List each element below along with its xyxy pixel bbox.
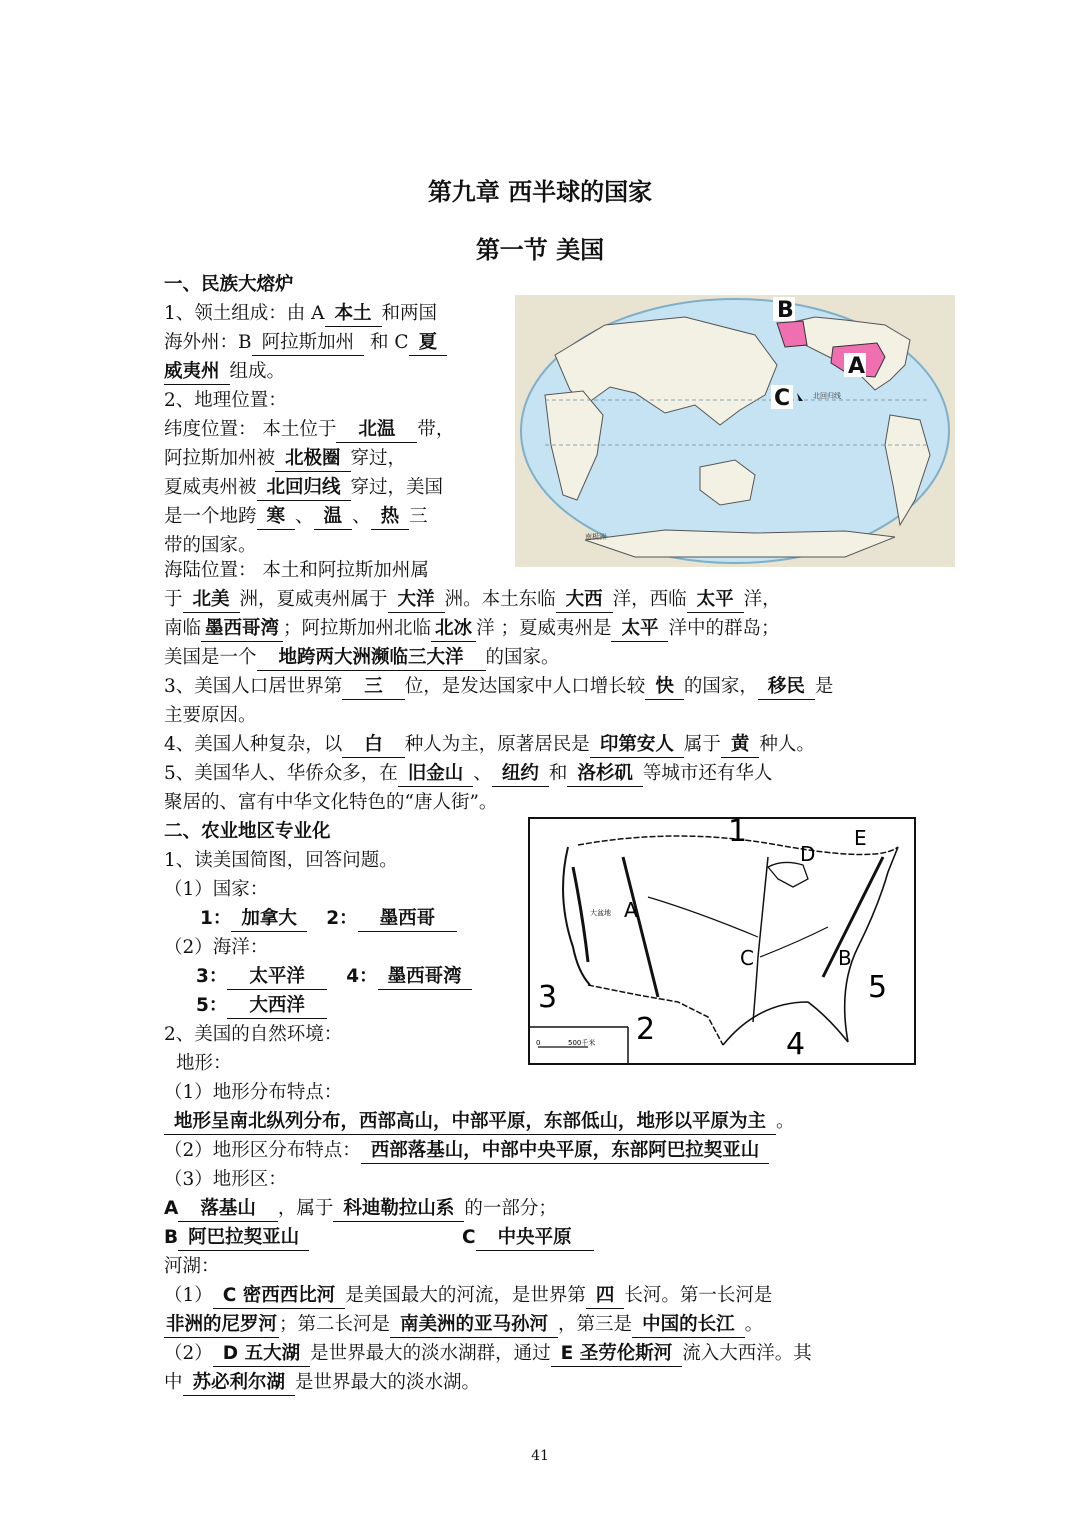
- text: 洋，西临: [612, 589, 687, 610]
- text: 中: [164, 1372, 183, 1393]
- label-a: A: [848, 354, 866, 379]
- scale-label: 500千米: [568, 1039, 596, 1047]
- label-b: B: [838, 946, 852, 970]
- text: 洲，夏威夷州属于: [239, 589, 388, 610]
- s2-line14: [164, 1310, 763, 1339]
- text: 和两国: [381, 303, 438, 324]
- text: 的一部分；: [464, 1198, 557, 1219]
- s1-line15: 主要原因。: [164, 705, 257, 726]
- text: 5、美国华人、华侨众多，在: [164, 763, 398, 784]
- text: 流入大西洋。其: [682, 1343, 812, 1364]
- s2-line11b: [462, 1223, 594, 1252]
- text: 的国家，: [683, 676, 758, 697]
- answer-blank[interactable]: 北温: [336, 418, 417, 443]
- s1-line18: 聚居的、富有中华文化特色的“唐人街”。: [164, 792, 498, 813]
- text: 是一个地跨: [164, 506, 257, 527]
- answer-blank[interactable]: 地跨两大洲濒临三大洋: [257, 646, 486, 671]
- text: 是美国最大的河流，是世界第: [345, 1285, 586, 1306]
- answer-blank[interactable]: 中国的长江: [632, 1313, 745, 1338]
- s1-line13: [164, 643, 560, 672]
- s2-line7: [164, 1107, 795, 1136]
- s1-line7: [164, 473, 443, 502]
- answer-blank[interactable]: 太平: [687, 588, 744, 613]
- antarctica-landmass: [585, 530, 895, 557]
- text: 洋 ；夏威夷州是: [476, 618, 612, 639]
- label-d: D: [800, 842, 816, 866]
- text: ；阿拉斯加州北临: [283, 618, 432, 639]
- answer-blank[interactable]: 科迪勒拉山系: [333, 1197, 464, 1222]
- s2-line4: 2、美国的自然环境：: [164, 1024, 343, 1045]
- basin-label: 大盆地: [590, 909, 611, 917]
- text: 阿拉斯加州被: [164, 448, 276, 469]
- world-map-figure: [515, 295, 955, 567]
- answer-blank[interactable]: 苏必利尔湖: [183, 1371, 296, 1396]
- label-c: C: [740, 946, 754, 970]
- text: A: [164, 1198, 179, 1219]
- s1-line8: [164, 502, 428, 531]
- text: （2）: [164, 1343, 213, 1364]
- text: 穿过，美国: [350, 477, 444, 498]
- label-3: 3: [538, 980, 558, 1015]
- answer-blank[interactable]: 纽约: [492, 762, 549, 787]
- text: 洋中的群岛；: [668, 618, 780, 639]
- label-c: C: [774, 386, 791, 411]
- text: 夏威夷州被: [164, 477, 257, 498]
- answer-blank[interactable]: E 圣劳伦斯河: [551, 1342, 683, 1367]
- text: 2：: [326, 908, 358, 929]
- text: 4：: [346, 966, 378, 987]
- s2-line3: （2）海洋：: [164, 937, 269, 958]
- s2-line12: 河湖：: [164, 1256, 220, 1277]
- text: 。: [776, 1111, 795, 1132]
- text: B: [164, 1227, 179, 1248]
- s2-line1: 1、读美国简图，回答问题。: [164, 850, 398, 871]
- label-e: E: [854, 826, 867, 850]
- s1-line4: 2、地理位置：: [164, 390, 287, 411]
- text: 带，: [417, 419, 455, 440]
- answer-blank[interactable]: 白: [342, 733, 405, 758]
- text: 三: [409, 506, 428, 527]
- text: 、: [473, 763, 492, 784]
- s1-line3: [164, 357, 285, 386]
- text: 穿过，: [350, 448, 407, 469]
- text: 。: [744, 1314, 764, 1335]
- s2-line8: [164, 1136, 769, 1165]
- answer-blank[interactable]: 北美: [183, 588, 240, 613]
- answer-blank[interactable]: 温: [314, 505, 353, 530]
- answer-blank[interactable]: 地形呈南北纵列分布，西部高山，中部平原，东部低山，地形以平原为主: [164, 1110, 776, 1135]
- text: ，第三是: [558, 1314, 633, 1335]
- answer-blank[interactable]: 西部落基山，中部中央平原，东部阿巴拉契亚山: [361, 1139, 770, 1164]
- answer-blank[interactable]: 夏: [409, 331, 448, 356]
- s2-line11: [164, 1223, 309, 1252]
- s1-line16: [164, 730, 815, 759]
- section1-heading: 一、民族大熔炉: [164, 274, 294, 295]
- text: 长河。第一长河是: [624, 1285, 773, 1306]
- s1-line10: 海陆位置： 本土和阿拉斯加州属: [164, 560, 429, 581]
- answer-blank[interactable]: 大洋: [388, 588, 445, 613]
- answer-blank[interactable]: 南美洲的亚马孙河: [390, 1313, 558, 1338]
- answer-blank[interactable]: 大西: [556, 588, 613, 613]
- answer-blank[interactable]: 旧金山: [398, 762, 474, 787]
- s2-line9: （3）地形区：: [164, 1169, 287, 1190]
- text: 1、领土组成：由 A: [164, 303, 325, 324]
- text: 海外州：B: [164, 332, 252, 353]
- text: ；第二长河是: [279, 1314, 391, 1335]
- text: 是世界最大的淡水湖群，通过: [310, 1343, 551, 1364]
- text: （2）地形区分布特点：: [164, 1140, 361, 1161]
- s1-line14: [164, 672, 833, 701]
- antarctica-label: 南极洲: [585, 533, 606, 541]
- s1-line9: 带的国家。: [164, 535, 257, 556]
- answer-blank[interactable]: 威夷州: [164, 360, 230, 385]
- text: 是: [814, 676, 834, 697]
- s1-line12: [164, 614, 779, 643]
- answer-blank[interactable]: 北极圈: [275, 447, 351, 472]
- s2-oceans-row1: [196, 962, 472, 991]
- answer-blank[interactable]: 寒: [257, 505, 296, 530]
- text: 和: [548, 763, 568, 784]
- text: 5：: [196, 995, 228, 1016]
- answer-blank[interactable]: 墨西哥: [358, 907, 458, 932]
- label-2: 2: [636, 1012, 656, 1047]
- answer-blank[interactable]: 太平: [611, 617, 668, 642]
- answer-blank[interactable]: 阿拉斯加州: [252, 331, 365, 356]
- label-b: B: [777, 298, 794, 323]
- text: 的国家。: [485, 647, 560, 668]
- text: 组成。: [229, 361, 286, 382]
- label-5: 5: [868, 970, 888, 1005]
- answer-blank[interactable]: 本土: [325, 302, 382, 327]
- text: 3、美国人口居世界第: [164, 676, 343, 697]
- answer-blank[interactable]: 中央平原: [476, 1226, 594, 1251]
- s1-line5: [164, 415, 454, 444]
- s2-oceans-row2: [196, 991, 327, 1020]
- answer-blank[interactable]: 太平洋: [227, 965, 327, 990]
- chapter-title: 第九章 西半球的国家: [427, 178, 653, 206]
- text: 种人为主，原著居民是: [404, 734, 590, 755]
- text: 种人。: [759, 734, 815, 755]
- label-1: 1: [728, 817, 748, 849]
- text: 于: [164, 589, 183, 610]
- text: 4、美国人种复杂，以: [164, 734, 343, 755]
- label-a: A: [624, 898, 638, 922]
- s2-line5: 地形：: [176, 1053, 232, 1074]
- s1-line2: [164, 328, 447, 357]
- text: 、: [352, 506, 371, 527]
- text: 属于: [683, 734, 721, 755]
- s2-line16: [164, 1368, 480, 1397]
- answer-blank[interactable]: 热: [371, 505, 410, 530]
- answer-blank[interactable]: 移民: [758, 675, 815, 700]
- label-4: 4: [786, 1027, 806, 1062]
- text: C: [462, 1227, 476, 1248]
- answer-blank[interactable]: 黄: [721, 733, 760, 758]
- text: 洋，: [743, 589, 781, 610]
- page-number: 41: [531, 1448, 549, 1464]
- text: 1：: [200, 908, 232, 929]
- s2-line6: （1）地形分布特点：: [164, 1082, 343, 1103]
- answer-blank[interactable]: 快: [645, 675, 684, 700]
- text: 美国是一个: [164, 647, 257, 668]
- text: 纬度位置： 本土位于: [164, 419, 337, 440]
- s1-line17: [164, 759, 772, 788]
- answer-blank[interactable]: 大西洋: [227, 994, 327, 1019]
- text: 和 C: [370, 332, 409, 353]
- answer-blank[interactable]: 北回归线: [257, 476, 351, 501]
- text: 南临: [164, 618, 202, 639]
- section2-heading: 二、农业地区专业化: [164, 821, 331, 842]
- text: （1）: [164, 1285, 213, 1306]
- text: ，属于: [277, 1198, 334, 1219]
- s2-countries: [200, 904, 457, 933]
- answer-blank[interactable]: 北冰: [431, 617, 476, 642]
- text: 位，是发达国家中人口增长较: [404, 676, 646, 697]
- answer-blank[interactable]: 墨西哥湾: [378, 965, 472, 990]
- s1-line11: [164, 585, 781, 614]
- answer-blank[interactable]: 三: [342, 675, 405, 700]
- answer-blank[interactable]: 洛杉矶: [567, 762, 643, 787]
- text: 洲。本土东临: [444, 589, 556, 610]
- answer-blank[interactable]: 非洲的尼罗河: [164, 1313, 279, 1338]
- answer-blank[interactable]: 落基山: [178, 1197, 278, 1222]
- s1-line1: [164, 299, 437, 328]
- answer-blank[interactable]: 印第安人: [590, 733, 684, 758]
- answer-blank[interactable]: D 五大湖: [213, 1342, 310, 1367]
- s2-line2: （1）国家：: [164, 879, 269, 900]
- answer-blank[interactable]: 墨西哥湾: [201, 617, 283, 642]
- s2-line15: [164, 1339, 812, 1368]
- s2-line13: [164, 1281, 772, 1310]
- s1-line6: [164, 444, 406, 473]
- tropic-label: 北回归线: [813, 392, 841, 400]
- scale-zero: 0: [536, 1039, 541, 1047]
- text: 等城市还有华人: [642, 763, 773, 784]
- section-title: 第一节 美国: [475, 236, 605, 264]
- s2-line10: [164, 1194, 557, 1223]
- answer-blank[interactable]: 加拿大: [231, 907, 307, 932]
- text: 、: [295, 506, 314, 527]
- answer-blank[interactable]: C 密西西比河: [213, 1284, 346, 1309]
- text: 3：: [196, 966, 228, 987]
- text: 是世界最大的淡水湖。: [295, 1372, 481, 1393]
- answer-blank[interactable]: 四: [586, 1284, 625, 1309]
- us-map-figure: [528, 817, 916, 1065]
- answer-blank[interactable]: 阿巴拉契亚山: [178, 1226, 309, 1251]
